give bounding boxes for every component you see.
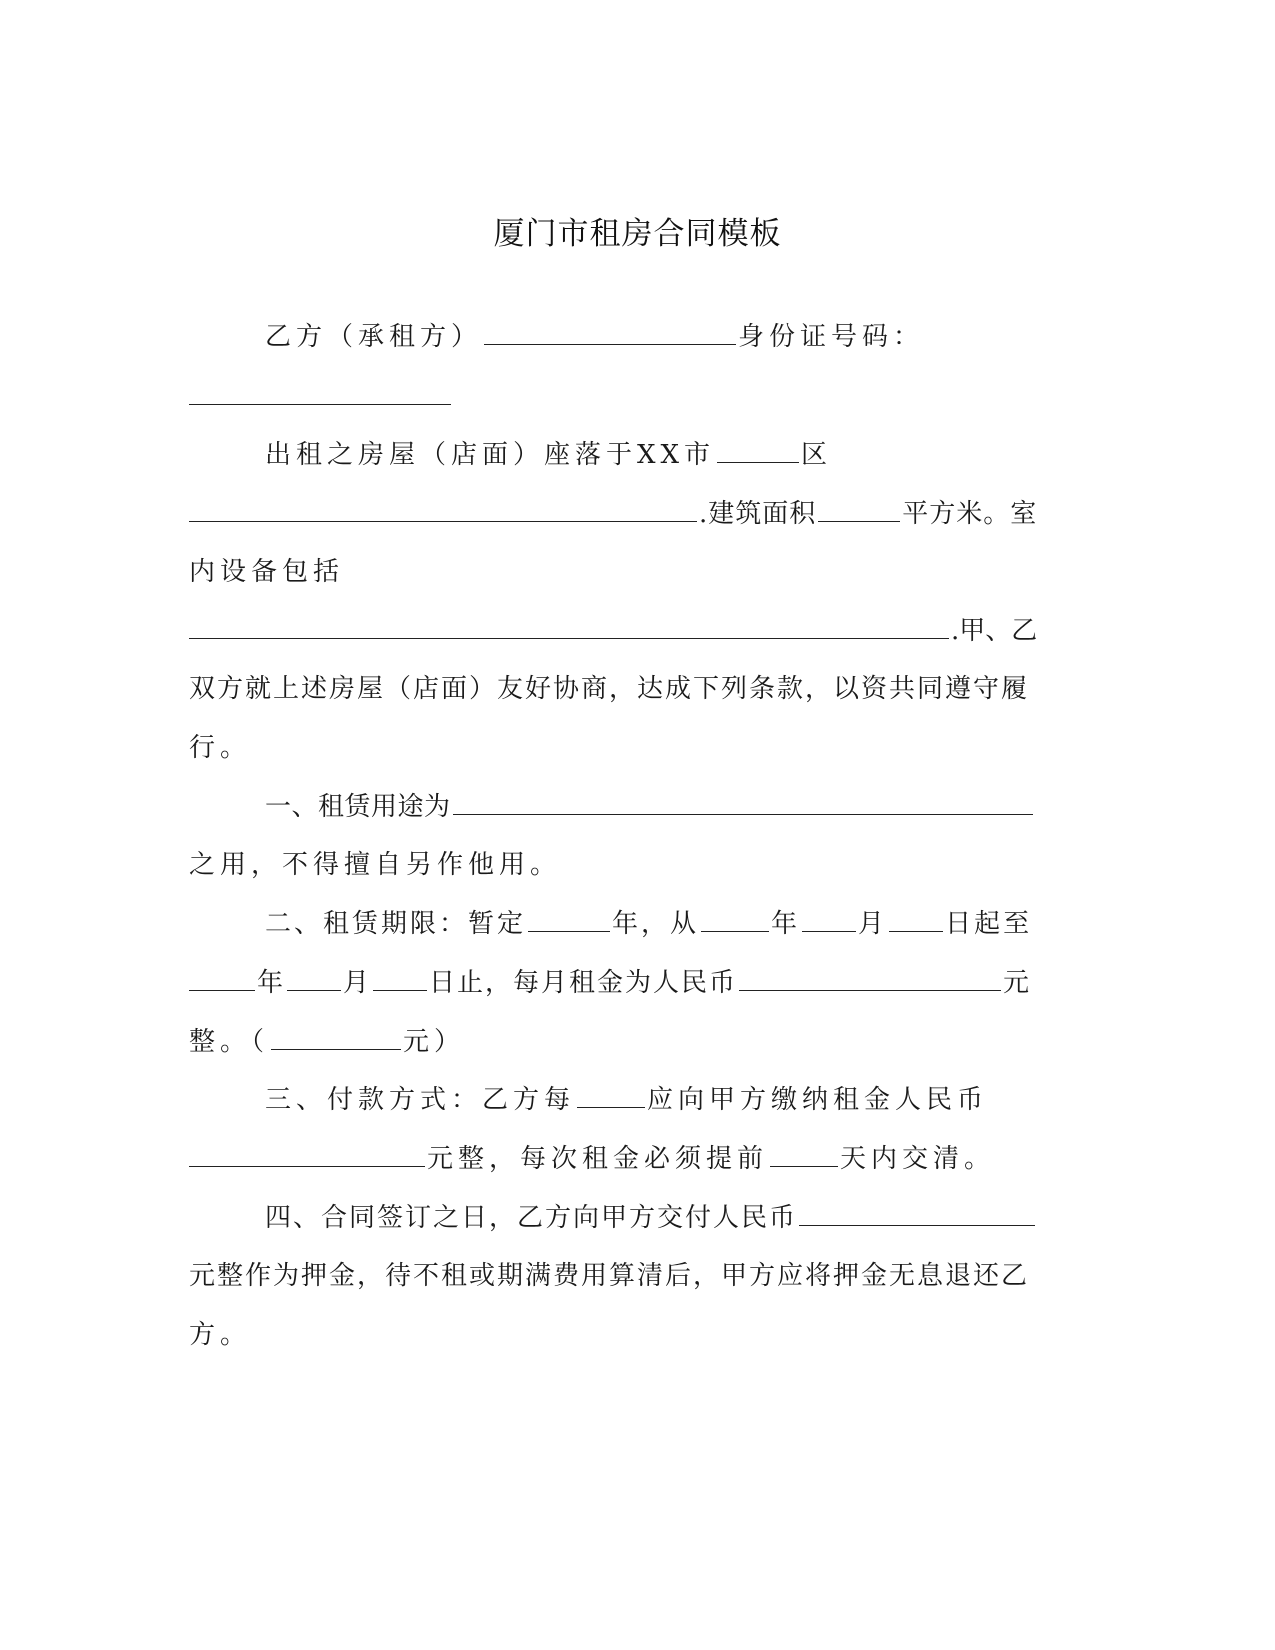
text-segment: 四、合同签订之日，乙方向甲方交付人民币 — [265, 1203, 798, 1233]
text-line — [189, 1318, 251, 1352]
text-segment: 月 — [343, 968, 372, 998]
fill-blank — [770, 1144, 838, 1167]
text-line — [189, 1025, 465, 1059]
fill-blank — [373, 968, 427, 991]
fill-blank — [739, 968, 1001, 991]
text-segment: 应向甲方缴纳租金人民币 — [647, 1085, 989, 1115]
text-line — [265, 438, 832, 472]
text-segment: 元整作为押金，待不租或期满费用算清后，甲方应将押金无息退还乙 — [189, 1261, 1030, 1291]
text-segment: 整。（ — [189, 1027, 270, 1057]
text-segment: 日起至 — [945, 909, 1033, 939]
text-segment: 身份证号码： — [738, 322, 925, 352]
text-line — [189, 672, 1029, 706]
fill-blank — [799, 1203, 1035, 1226]
text-line — [189, 614, 1037, 648]
text-segment: .建筑面积 — [699, 499, 817, 529]
text-segment: 年 — [257, 968, 286, 998]
text-segment: 方。 — [189, 1320, 252, 1350]
text-line — [265, 1201, 1037, 1235]
fill-blank — [189, 499, 697, 522]
text-segment: 行。 — [189, 733, 252, 763]
text-line — [265, 790, 1035, 824]
text-segment: 天内交清。 — [840, 1144, 996, 1174]
text-line — [189, 1259, 1029, 1293]
text-line — [189, 380, 453, 414]
text-line — [189, 966, 1031, 1000]
text-segment: 之用，不得擅自另作他用。 — [189, 850, 562, 880]
fill-blank — [484, 322, 736, 345]
fill-blank — [802, 909, 856, 932]
text-segment: 出租之房屋（店面）座落于XX市 — [265, 440, 716, 470]
text-line — [189, 497, 1037, 531]
fill-blank — [577, 1085, 645, 1108]
text-segment: 三、付款方式：乙方每 — [265, 1085, 576, 1115]
text-segment: 一、租赁用途为 — [265, 792, 451, 822]
fill-blank — [889, 909, 943, 932]
fill-blank — [717, 440, 799, 463]
text-line — [189, 848, 561, 882]
fill-blank — [271, 1027, 401, 1050]
text-line — [189, 731, 251, 765]
text-segment: 元整，每次租金必须提前 — [427, 1144, 769, 1174]
fill-blank — [818, 499, 900, 522]
text-segment: 年，从 — [612, 909, 700, 939]
fill-blank — [189, 616, 949, 639]
text-segment: 内设备包括 — [189, 557, 345, 587]
text-line — [265, 1083, 988, 1117]
text-line — [265, 907, 1032, 941]
text-segment: 年 — [771, 909, 801, 939]
text-segment: 日止，每月租金为人民币 — [429, 968, 738, 998]
text-line — [265, 320, 924, 354]
fill-blank — [189, 1144, 425, 1167]
text-segment: 元） — [403, 1027, 466, 1057]
text-segment: 平方米。室 — [902, 499, 1038, 529]
fill-blank — [189, 968, 255, 991]
fill-blank — [528, 909, 610, 932]
fill-blank — [453, 792, 1033, 815]
text-segment: 月 — [858, 909, 888, 939]
fill-blank — [701, 909, 769, 932]
fill-blank — [287, 968, 341, 991]
text-segment: 区 — [801, 440, 833, 470]
document-title: 厦门市租房合同模板 — [493, 216, 782, 252]
text-segment: 二、租赁期限：暂定 — [265, 909, 527, 939]
text-segment: 元 — [1003, 968, 1032, 998]
text-line — [189, 555, 344, 589]
text-line — [189, 1142, 995, 1176]
text-segment: 乙方（承租方） — [265, 322, 483, 352]
text-segment: .甲、乙 — [951, 616, 1038, 646]
text-segment: 双方就上述房屋（店面）友好协商，达成下列条款，以资共同遵守履 — [189, 674, 1030, 704]
fill-blank — [189, 382, 451, 405]
